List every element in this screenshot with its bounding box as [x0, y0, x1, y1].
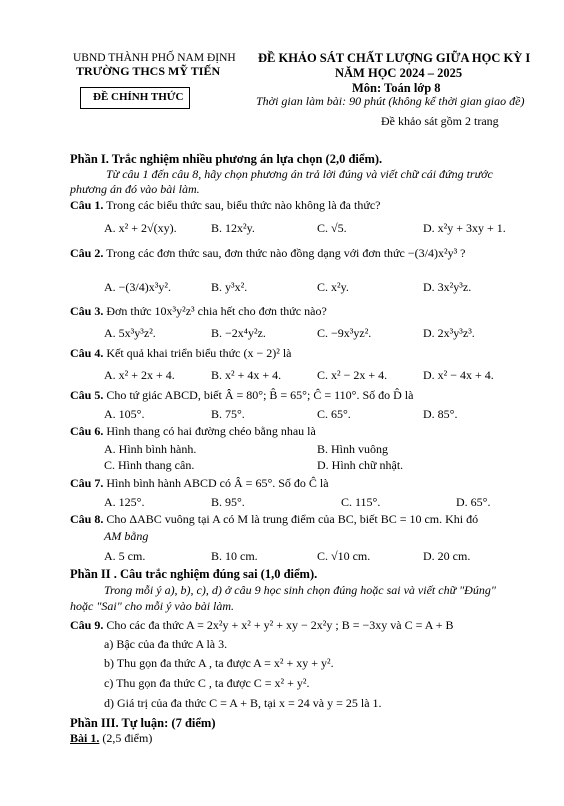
bai-1-points: (2,5 điểm)	[99, 731, 153, 745]
part2-title: Phần II . Câu trắc nghiệm đúng sai (1,0 điểm).	[70, 567, 318, 581]
question-text: Đơn thức 10x³y²z³ chia hết cho đơn thức nào?	[106, 304, 327, 318]
official-label: ĐỀ CHÍNH THỨC	[93, 91, 184, 103]
question-label: Câu 9.	[70, 618, 104, 632]
q5-option-b: B. 75°.	[211, 407, 245, 421]
q5-option-d: D. 85°.	[423, 407, 458, 421]
question-label: Câu 7.	[70, 476, 104, 490]
q6-option-b: B. Hình vuông	[317, 442, 389, 456]
question-text: Kết quả khai triển biểu thức (x − 2)² là	[106, 346, 292, 360]
q4-option-b: B. x² + 4x + 4.	[211, 368, 282, 382]
q8-option-b: B. 10 cm.	[211, 549, 258, 563]
question-text: Cho tứ giác ABCD, biết Â = 80°; B̂ = 65°; Ĉ = 110°. Số đo D̂ là	[106, 388, 414, 402]
question-5	[70, 389, 413, 403]
q9-item-c: c) Thu gọn đa thức C , ta được C = x² + y².	[104, 676, 310, 690]
school-year: NĂM HỌC 2024 – 2025	[335, 66, 463, 80]
question-label: Câu 6.	[70, 424, 104, 438]
question-3	[70, 305, 327, 319]
q6-option-a: A. Hình bình hành.	[104, 442, 197, 456]
question-label: Câu 4.	[70, 346, 104, 360]
question-6	[70, 425, 316, 439]
q6-option-c: C. Hình thang cân.	[104, 458, 195, 472]
page-count: Đề khảo sát gồm 2 trang	[381, 114, 499, 128]
q7-option-d: D. 65°.	[456, 495, 491, 509]
official-stamp-box	[80, 87, 190, 109]
q7-option-c: C. 115°.	[341, 495, 381, 509]
question-text: Trong các đơn thức sau, đơn thức nào đồng dạng với đơn thức −(3/4)x²y³ ?	[106, 246, 466, 260]
q3-option-d: D. 2x³y³z³.	[423, 326, 475, 340]
q3-option-c: C. −9x³yz².	[317, 326, 372, 340]
q1-option-b: B. 12x²y.	[211, 221, 255, 235]
q8-option-d: D. 20 cm.	[423, 549, 471, 563]
exam-time: Thời gian làm bài: 90 phút (không kể thời gian giao đề)	[256, 94, 525, 108]
part1-instruction-1: Từ câu 1 đến câu 8, hãy chọn phương án trả lời đúng và viết chữ cái đứng trước	[106, 167, 493, 181]
q9-item-a: a) Bậc của đa thức A là 3.	[104, 637, 228, 651]
question-label: Câu 2.	[70, 246, 104, 260]
bai-1-label: Bài 1.	[70, 731, 100, 745]
part1-instruction-2: phương án đó vào bài làm.	[70, 182, 200, 196]
q4-option-c: C. x² − 2x + 4.	[317, 368, 388, 382]
q3-option-a: A. 5x³y³z².	[104, 326, 156, 340]
question-1	[70, 199, 380, 213]
question-text: Cho các đa thức A = 2x²y + x² + y² + xy − 2x²y ; B = −3xy và C = A + B	[106, 618, 454, 632]
part1-title: Phần I. Trắc nghiệm nhiều phương án lựa chọn (2,0 điểm).	[70, 152, 383, 166]
question-text: Trong các biểu thức sau, biểu thức nào không là đa thức?	[106, 198, 381, 212]
q2-option-d: D. 3x²y³z.	[423, 280, 472, 294]
q3-option-b: B. −2x⁴y²z.	[211, 326, 266, 340]
part2-instruction-2: hoặc "Sai" cho mỗi ý vào bài làm.	[70, 599, 235, 613]
question-9	[70, 619, 453, 633]
q5-option-c: C. 65°.	[317, 407, 351, 421]
question-label: Câu 5.	[70, 388, 104, 402]
q5-option-a: A. 105°.	[104, 407, 145, 421]
q2-option-b: B. y³x².	[211, 280, 248, 294]
question-text: Cho ΔABC vuông tại A có M là trung điểm của BC, biết BC = 10 cm. Khi đó	[106, 512, 479, 526]
question-7	[70, 477, 329, 491]
q2-option-c: C. x²y.	[317, 280, 349, 294]
q8-option-c: C. √10 cm.	[317, 549, 371, 563]
question-4	[70, 347, 292, 361]
q1-option-a: A. x² + 2√(xy).	[104, 221, 177, 235]
exam-title: ĐỀ KHẢO SÁT CHẤT LƯỢNG GIỮA HỌC KỲ I	[258, 51, 531, 65]
q7-option-b: B. 95°.	[211, 495, 245, 509]
department-name: UBND THÀNH PHỐ NAM ĐỊNH	[73, 52, 236, 64]
q1-option-c: C. √5.	[317, 221, 347, 235]
q9-item-b: b) Thu gọn đa thức A , ta được A = x² + xy + y².	[104, 656, 334, 670]
q8-option-a: A. 5 cm.	[104, 549, 146, 563]
question-text: Hình thang có hai đường chéo bằng nhau là	[106, 424, 316, 438]
question-8-continuation: AM bằng	[104, 529, 149, 543]
q1-option-d: D. x²y + 3xy + 1.	[423, 221, 506, 235]
q4-option-d: D. x² − 4x + 4.	[423, 368, 494, 382]
q7-option-a: A. 125°.	[104, 495, 145, 509]
question-label: Câu 8.	[70, 512, 104, 526]
question-8	[70, 513, 478, 527]
q4-option-a: A. x² + 2x + 4.	[104, 368, 175, 382]
part3-title: Phần III. Tự luận: (7 điểm)	[70, 716, 216, 730]
question-label: Câu 1.	[70, 198, 104, 212]
q6-option-d: D. Hình chữ nhật.	[317, 458, 404, 472]
school-name: TRƯỜNG THCS MỸ TIẾN	[76, 64, 221, 78]
q9-item-d: d) Giá trị của đa thức C = A + B, tại x = 24 và y = 25 là 1.	[104, 696, 382, 710]
part2-instruction-1: Trong mỗi ý a), b), c), d) ở câu 9 học sinh chọn đúng hoặc sai và viết chữ "Đúng"	[104, 583, 496, 597]
q2-option-a: A. −(3/4)x³y².	[104, 280, 171, 294]
question-text: Hình bình hành ABCD có Â = 65°. Số đo Ĉ là	[106, 476, 329, 490]
question-label: Câu 3.	[70, 304, 104, 318]
question-2	[70, 247, 466, 261]
subject: Môn: Toán lớp 8	[352, 81, 441, 95]
bai-1-heading	[70, 732, 152, 746]
